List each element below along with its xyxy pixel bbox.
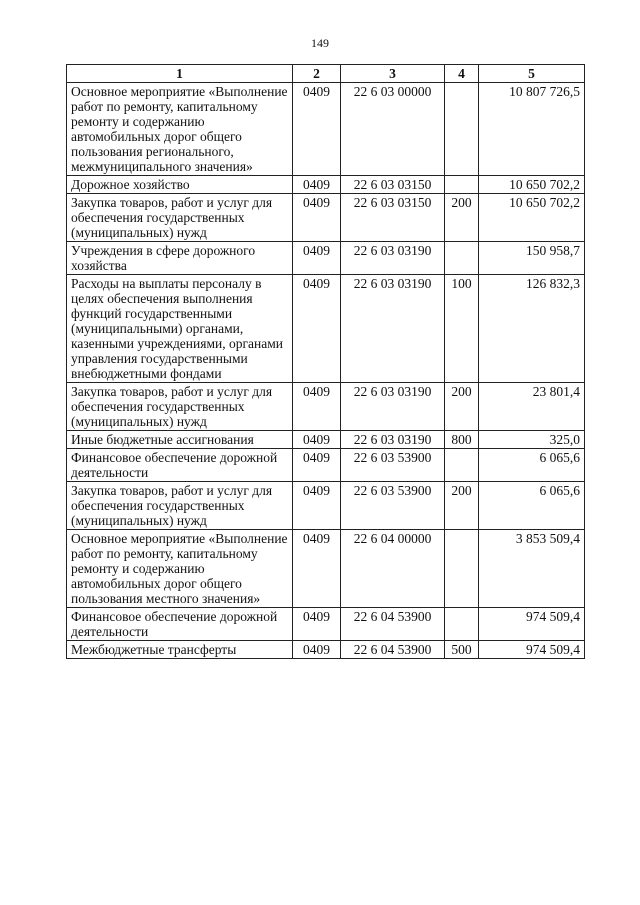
row-expense-type [445, 176, 479, 194]
row-amount: 974 509,4 [479, 608, 585, 641]
row-section: 0409 [293, 431, 341, 449]
row-target: 22 6 03 03150 [341, 194, 445, 242]
table-row [67, 449, 585, 482]
table-row [67, 383, 585, 431]
column-header-4: 4 [445, 65, 479, 83]
row-expense-type [445, 530, 479, 608]
row-name: Основное мероприятие «Выполнение работ по ремонту, капитальному ремонту и содержанию автомобильных дорог общего пользования регионального, межмуниципального значения» [67, 83, 293, 176]
row-expense-type: 500 [445, 641, 479, 659]
row-expense-type: 200 [445, 194, 479, 242]
row-name: Финансовое обеспечение дорожной деятельности [67, 608, 293, 641]
row-name: Закупка товаров, работ и услуг для обеспечения государственных (муниципальных) нужд [67, 194, 293, 242]
row-target: 22 6 04 53900 [341, 641, 445, 659]
row-amount: 6 065,6 [479, 482, 585, 530]
row-target: 22 6 03 53900 [341, 482, 445, 530]
row-expense-type: 200 [445, 383, 479, 431]
row-expense-type [445, 83, 479, 176]
row-section: 0409 [293, 641, 341, 659]
row-name: Дорожное хозяйство [67, 176, 293, 194]
table-row [67, 194, 585, 242]
row-amount: 325,0 [479, 431, 585, 449]
row-name: Межбюджетные трансферты [67, 641, 293, 659]
row-name: Иные бюджетные ассигнования [67, 431, 293, 449]
row-section: 0409 [293, 482, 341, 530]
row-amount: 10 807 726,5 [479, 83, 585, 176]
row-expense-type [445, 242, 479, 275]
row-amount: 974 509,4 [479, 641, 585, 659]
row-name: Закупка товаров, работ и услуг для обеспечения государственных (муниципальных) нужд [67, 383, 293, 431]
row-name: Учреждения в сфере дорожного хозяйства [67, 242, 293, 275]
row-name: Расходы на выплаты персоналу в целях обеспечения выполнения функций государственными (муниципальными) органами, казенными учреждениями, органами управления государственными внебюджетными фондами [67, 275, 293, 383]
row-target: 22 6 03 03190 [341, 383, 445, 431]
row-section: 0409 [293, 176, 341, 194]
row-amount: 126 832,3 [479, 275, 585, 383]
row-section: 0409 [293, 530, 341, 608]
column-header-5: 5 [479, 65, 585, 83]
column-header-1: 1 [67, 65, 293, 83]
row-target: 22 6 03 53900 [341, 449, 445, 482]
row-target: 22 6 04 53900 [341, 608, 445, 641]
row-section: 0409 [293, 383, 341, 431]
row-section: 0409 [293, 275, 341, 383]
row-target: 22 6 03 00000 [341, 83, 445, 176]
row-section: 0409 [293, 83, 341, 176]
column-header-2: 2 [293, 65, 341, 83]
row-target: 22 6 03 03150 [341, 176, 445, 194]
row-amount: 10 650 702,2 [479, 176, 585, 194]
row-expense-type [445, 608, 479, 641]
budget-table [66, 64, 585, 659]
column-header-3: 3 [341, 65, 445, 83]
table-row [67, 641, 585, 659]
table-row [67, 242, 585, 275]
row-expense-type [445, 449, 479, 482]
table-row [67, 482, 585, 530]
row-amount: 23 801,4 [479, 383, 585, 431]
row-name: Финансовое обеспечение дорожной деятельности [67, 449, 293, 482]
table-row [67, 83, 585, 176]
row-section: 0409 [293, 242, 341, 275]
row-target: 22 6 03 03190 [341, 431, 445, 449]
row-amount: 3 853 509,4 [479, 530, 585, 608]
row-target: 22 6 03 03190 [341, 242, 445, 275]
row-target: 22 6 04 00000 [341, 530, 445, 608]
row-expense-type: 100 [445, 275, 479, 383]
row-target: 22 6 03 03190 [341, 275, 445, 383]
row-amount: 150 958,7 [479, 242, 585, 275]
row-name: Основное мероприятие «Выполнение работ по ремонту, капитальному ремонту и содержанию автомобильных дорог общего пользования местного значения» [67, 530, 293, 608]
row-amount: 10 650 702,2 [479, 194, 585, 242]
table-row [67, 431, 585, 449]
page-number: 149 [311, 36, 329, 50]
row-amount: 6 065,6 [479, 449, 585, 482]
row-expense-type: 800 [445, 431, 479, 449]
table-header-row [67, 65, 585, 83]
row-section: 0409 [293, 194, 341, 242]
table-row [67, 530, 585, 608]
table-row [67, 275, 585, 383]
table-row [67, 176, 585, 194]
table-row [67, 608, 585, 641]
row-section: 0409 [293, 449, 341, 482]
row-section: 0409 [293, 608, 341, 641]
row-name: Закупка товаров, работ и услуг для обеспечения государственных (муниципальных) нужд [67, 482, 293, 530]
row-expense-type: 200 [445, 482, 479, 530]
